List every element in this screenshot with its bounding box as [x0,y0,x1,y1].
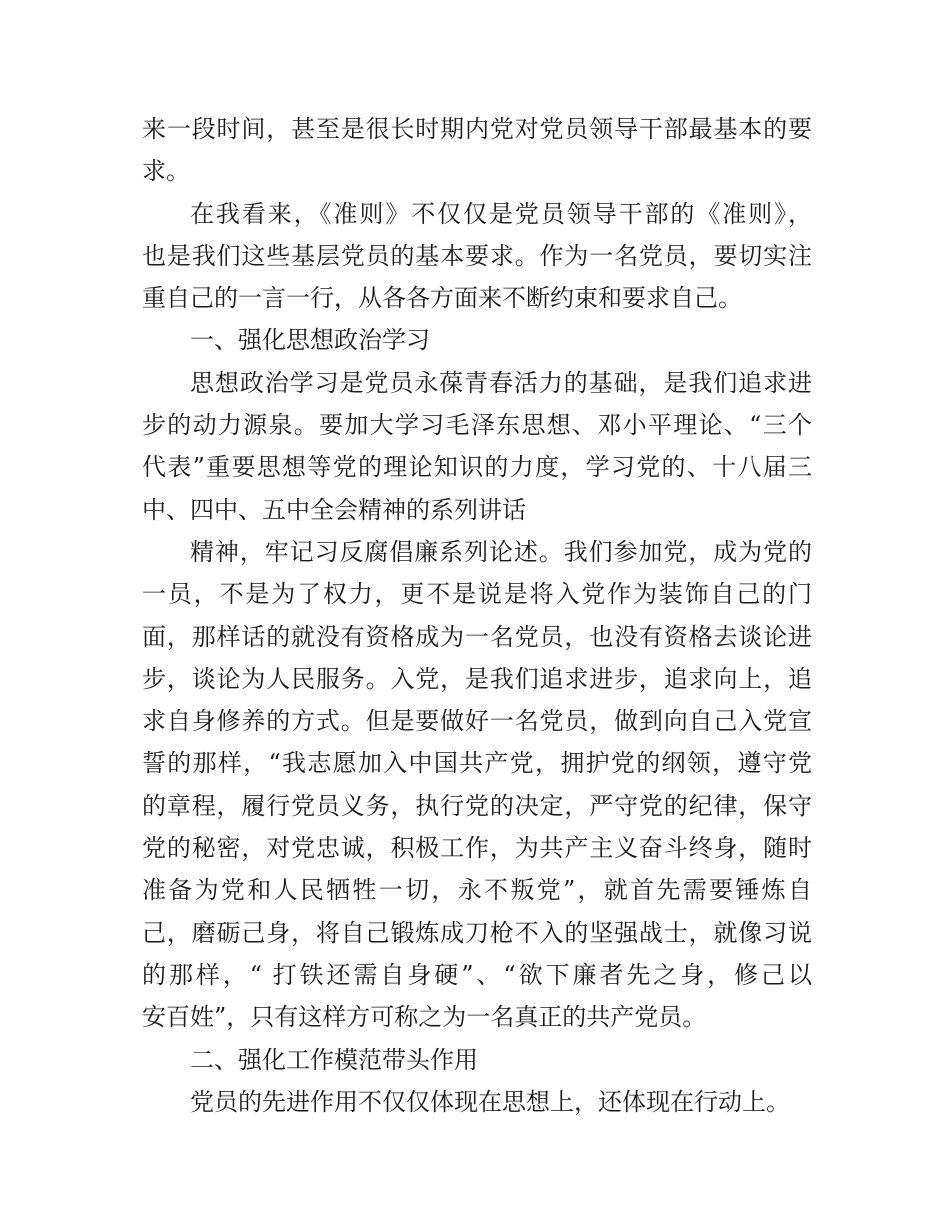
paragraph [142,193,812,320]
text-line: 中、四中、五中全会精神的系列讲话 [142,495,526,524]
text-line: 求。 [142,157,190,186]
text-line: 精神，牢记习反腐倡廉系列论述。我们参加党，成为党的 [190,537,812,566]
text-line: 重自己的一言一行，从各各方面来不断约束和要求自己。 [142,284,742,313]
text-line: 步，谈论为人民服务。入党，是我们追求进步，追求向上，追 [142,664,812,693]
text-line: 的章程，履行党员义务，执行党的决定，严守党的纪律，保守 [142,791,812,820]
text-line: 来一段时间，甚至是很长时期内党对党员领导干部最基本的要 [142,115,812,143]
paragraph [142,531,812,1039]
paragraph [142,108,812,193]
text-line: 准备为党和人民牺牲一切，永不叛党”，就首先需要锤炼自 [142,876,812,905]
text-line: 安百姓”，只有这样方可称之为一名真正的共产党员。 [142,1003,707,1032]
text-line: 思想政治学习是党员永葆青春活力的基础，是我们追求进 [190,368,812,397]
text-line: 也是我们这些基层党员的基本要求。作为一名党员，要切实注 [142,241,812,270]
section-heading [142,1039,812,1081]
paragraph [142,362,812,531]
text-line: 党员的先进作用不仅仅体现在思想上，还体现在行动上。 [190,1087,790,1116]
section-heading [142,319,812,361]
text-line: 二、强化工作模范带头作用 [190,1045,478,1074]
text-line: 的那样，“ 打铁还需自身硬”、“欲下廉者先之身，修己以 [142,960,812,989]
text-line: 面，那样话的就没有资格成为一名党员，也没有资格去谈论进 [142,622,812,651]
paragraph [142,1081,812,1123]
text-line: 在我看来，《准则》不仅仅是党员领导干部的《准则》， [190,199,812,228]
document-body [142,108,812,1123]
text-line: 求自身修养的方式。但是要做好一名党员，做到向自己入党宣 [142,707,812,736]
text-line: 己，磨砺己身，将自己锻炼成刀枪不入的坚强战士，就像习说 [142,918,812,947]
text-line: 誓的那样，“我志愿加入中国共产党，拥护党的纲领，遵守党 [142,749,812,778]
text-line: 步的动力源泉。要加大学习毛泽东思想、邓小平理论、“三个 [142,411,812,440]
text-line: 一员，不是为了权力，更不是说是将入党作为装饰自己的门 [142,580,812,609]
text-line: 党的秘密，对党忠诚，积极工作，为共产主义奋斗终身，随时 [142,834,812,863]
text-line: 一、强化思想政治学习 [190,326,430,355]
text-line: 代表”重要思想等党的理论知识的力度，学习党的、十八届三 [142,453,812,482]
